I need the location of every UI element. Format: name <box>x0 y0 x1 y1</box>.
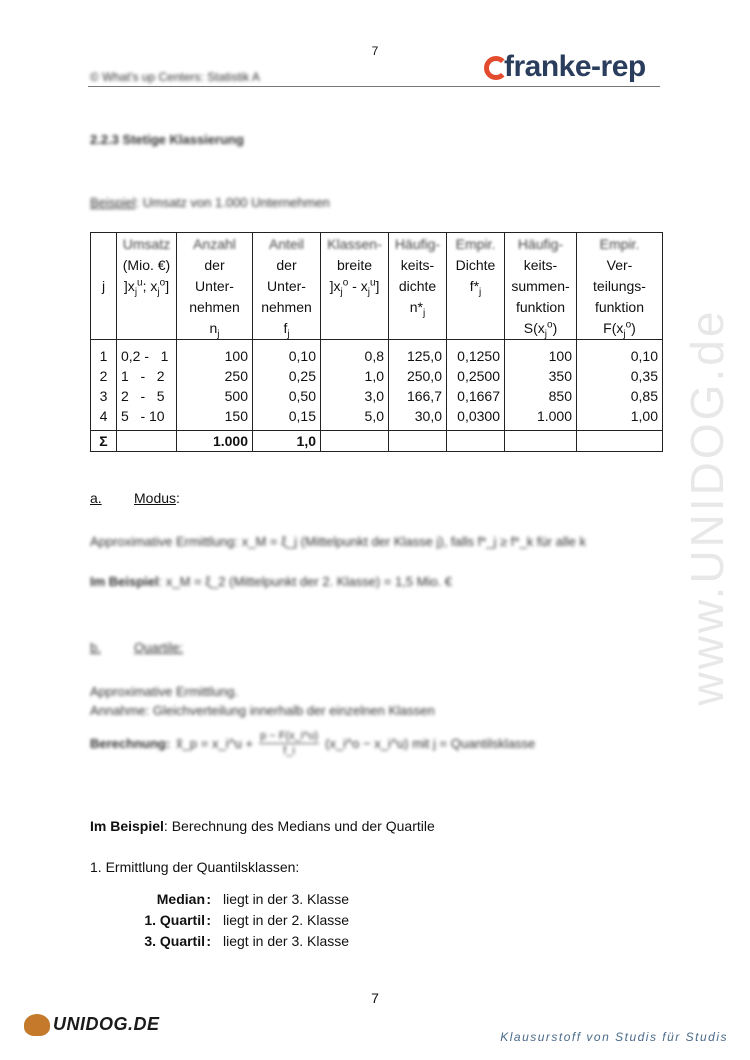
cell-dichte_n: 166,7 <box>389 386 447 406</box>
section-heading: 2.2.3 Stetige Klassierung <box>90 132 244 147</box>
cell-n: 100 <box>177 340 253 367</box>
cell-dichte_f: 0,2500 <box>447 366 505 386</box>
dog-icon <box>24 1014 50 1036</box>
quartile-label: b. <box>90 640 101 655</box>
quantile-value: liegt in der 2. Klasse <box>223 912 350 928</box>
example-text: : Umsatz von 1.000 Unternehmen <box>135 195 330 210</box>
cell-j: 4 <box>91 406 117 431</box>
cell-n: 500 <box>177 386 253 406</box>
cell-dichte_f: 0,1250 <box>447 340 505 367</box>
cell-breite: 0,8 <box>321 340 389 367</box>
cell-breite: 1,0 <box>321 366 389 386</box>
formula-numerator: p − F(x_i^u) <box>260 730 319 742</box>
example-heading <box>90 818 435 834</box>
page-number: 7 <box>371 990 379 1006</box>
sum-empty <box>389 431 447 452</box>
sum-empty <box>447 431 505 452</box>
modus-approx: Approximative Ermittlung: x_M = ξ_j (Mittelpunkt der Klasse j), falls f*_j ≥ f*_k für alle k <box>90 534 586 549</box>
unidog-logo <box>24 1014 160 1036</box>
modus-title: Modus <box>134 490 177 506</box>
quantile-value: liegt in der 3. Klasse <box>223 933 350 949</box>
table-row <box>91 366 663 386</box>
header-cell: Empir. Ver- teilungs- funktion $F(x_j^o)$ <box>577 233 663 340</box>
sum-empty <box>505 431 577 452</box>
header-cell: Anteil der Unter- nehmen $f_j$ <box>253 233 321 340</box>
sum-n: 1.000 <box>177 431 253 452</box>
sum-empty <box>117 431 177 452</box>
example-label: Beispiel <box>90 195 136 210</box>
cell-breite: 5,0 <box>321 406 389 431</box>
formula-left: x̃_p = x_i^u + <box>176 736 254 751</box>
cell-f: 0,25 <box>253 366 321 386</box>
cell-dichte_n: 125,0 <box>389 340 447 367</box>
cell-j: 3 <box>91 386 117 406</box>
logo-word: franke-rep <box>504 50 646 83</box>
frequency-table <box>90 232 663 452</box>
cell-j: 1 <box>91 340 117 367</box>
header-cell: j <box>91 233 117 340</box>
quartile-heading <box>90 640 183 655</box>
header-cell: Umsatz (Mio. €) ]$x_j^u$; $x_j^o$] <box>117 233 177 340</box>
cell-F: 1,00 <box>577 406 663 431</box>
cell-dichte_f: 0,0300 <box>447 406 505 431</box>
cell-breite: 3,0 <box>321 386 389 406</box>
cell-j: 2 <box>91 366 117 386</box>
cell-F: 0,85 <box>577 386 663 406</box>
sum-empty <box>321 431 389 452</box>
table-header-row <box>91 233 663 340</box>
cell-umsatz: 0,2 - 1 <box>117 340 177 367</box>
header-cell: Klassen- breite ]$x_j^o - x_j^u$] <box>321 233 389 340</box>
quartile-title: Quartile: <box>134 640 184 655</box>
cell-S: 350 <box>505 366 577 386</box>
cell-F: 0,35 <box>577 366 663 386</box>
quantile-label: 1. Quartil <box>144 912 205 928</box>
quantile-label: Median <box>156 891 205 907</box>
watermark <box>682 280 732 730</box>
modus-heading <box>90 490 180 506</box>
franke-rep-logo <box>484 50 664 88</box>
unidog-logo-text: UNIDOG.DE <box>53 1014 160 1034</box>
watermark-text: www.UNIDOG.de <box>681 308 733 706</box>
header-source: © What's up Centers: Statistik A <box>90 70 260 84</box>
header-cell: Häufig- keits- dichte $n*_j$ <box>389 233 447 340</box>
cell-umsatz: 2 - 5 <box>117 386 177 406</box>
sum-f: 1,0 <box>253 431 321 452</box>
quantile-row-median: Median : <box>0 891 205 911</box>
top-page-number: 7 <box>371 44 379 58</box>
example-caption <box>90 195 330 210</box>
step-1: 1. Ermittlung der Quantilsklassen: <box>90 859 300 875</box>
formula-denominator: f_i <box>283 745 295 757</box>
modus-label: a. <box>90 490 102 506</box>
table-sum-row <box>91 431 663 452</box>
table-row <box>91 406 663 431</box>
cell-dichte_f: 0,1667 <box>447 386 505 406</box>
cell-umsatz: 1 - 2 <box>117 366 177 386</box>
formula-label: Berechnung: <box>90 736 171 751</box>
modus-example-label: Im Beispiel <box>90 574 159 589</box>
cell-n: 150 <box>177 406 253 431</box>
cell-S: 100 <box>505 340 577 367</box>
formula-right: (x_i^o − x_i^u) mit j = Quantilsklasse <box>325 736 536 751</box>
quantile-row-q3: 3. Quartil : <box>0 933 205 953</box>
formula-fraction <box>259 730 319 757</box>
cell-S: 850 <box>505 386 577 406</box>
modus-example <box>90 574 452 589</box>
example-heading-bold: Im Beispiel <box>90 818 164 834</box>
fraction-bar <box>259 743 319 744</box>
cell-f: 0,50 <box>253 386 321 406</box>
header-cell: Anzahl der Unter- nehmen $n_j$ <box>177 233 253 340</box>
class-table <box>90 232 662 452</box>
modus-example-text: : x_M = ξ_2 (Mittelpunkt der 2. Klasse) = 1,5 Mio. € <box>158 574 453 589</box>
sum-empty <box>577 431 663 452</box>
sum-symbol: Σ <box>91 431 117 452</box>
header-cell: Häufig- keits- summen- funktion $S(x_j^o)$ <box>505 233 577 340</box>
cell-F: 0,10 <box>577 340 663 367</box>
quantile-formula <box>90 730 535 757</box>
quartile-approx: Approximative Ermittlung. <box>90 684 239 699</box>
footer-slogan: Klausurstoff von Studis für Studis <box>500 1030 728 1044</box>
quantile-label: 3. Quartil <box>144 933 205 949</box>
table-row <box>91 386 663 406</box>
modus-colon: : <box>176 490 180 506</box>
header-cell: Empir. Dichte $f*_j$ <box>447 233 505 340</box>
cell-f: 0,15 <box>253 406 321 431</box>
cell-dichte_n: 250,0 <box>389 366 447 386</box>
example-heading-text: : Berechnung des Medians und der Quartile <box>163 818 435 834</box>
cell-n: 250 <box>177 366 253 386</box>
table-row <box>91 340 663 367</box>
cell-dichte_n: 30,0 <box>389 406 447 431</box>
quantile-value: liegt in der 3. Klasse <box>223 891 350 907</box>
cell-umsatz: 5 - 10 <box>117 406 177 431</box>
quantile-row-q1: 1. Quartil : <box>0 912 205 932</box>
quartile-assumption: Annahme: Gleichverteilung innerhalb der einzelnen Klassen <box>90 703 435 718</box>
cell-f: 0,10 <box>253 340 321 367</box>
cell-S: 1.000 <box>505 406 577 431</box>
table-body <box>91 340 663 431</box>
